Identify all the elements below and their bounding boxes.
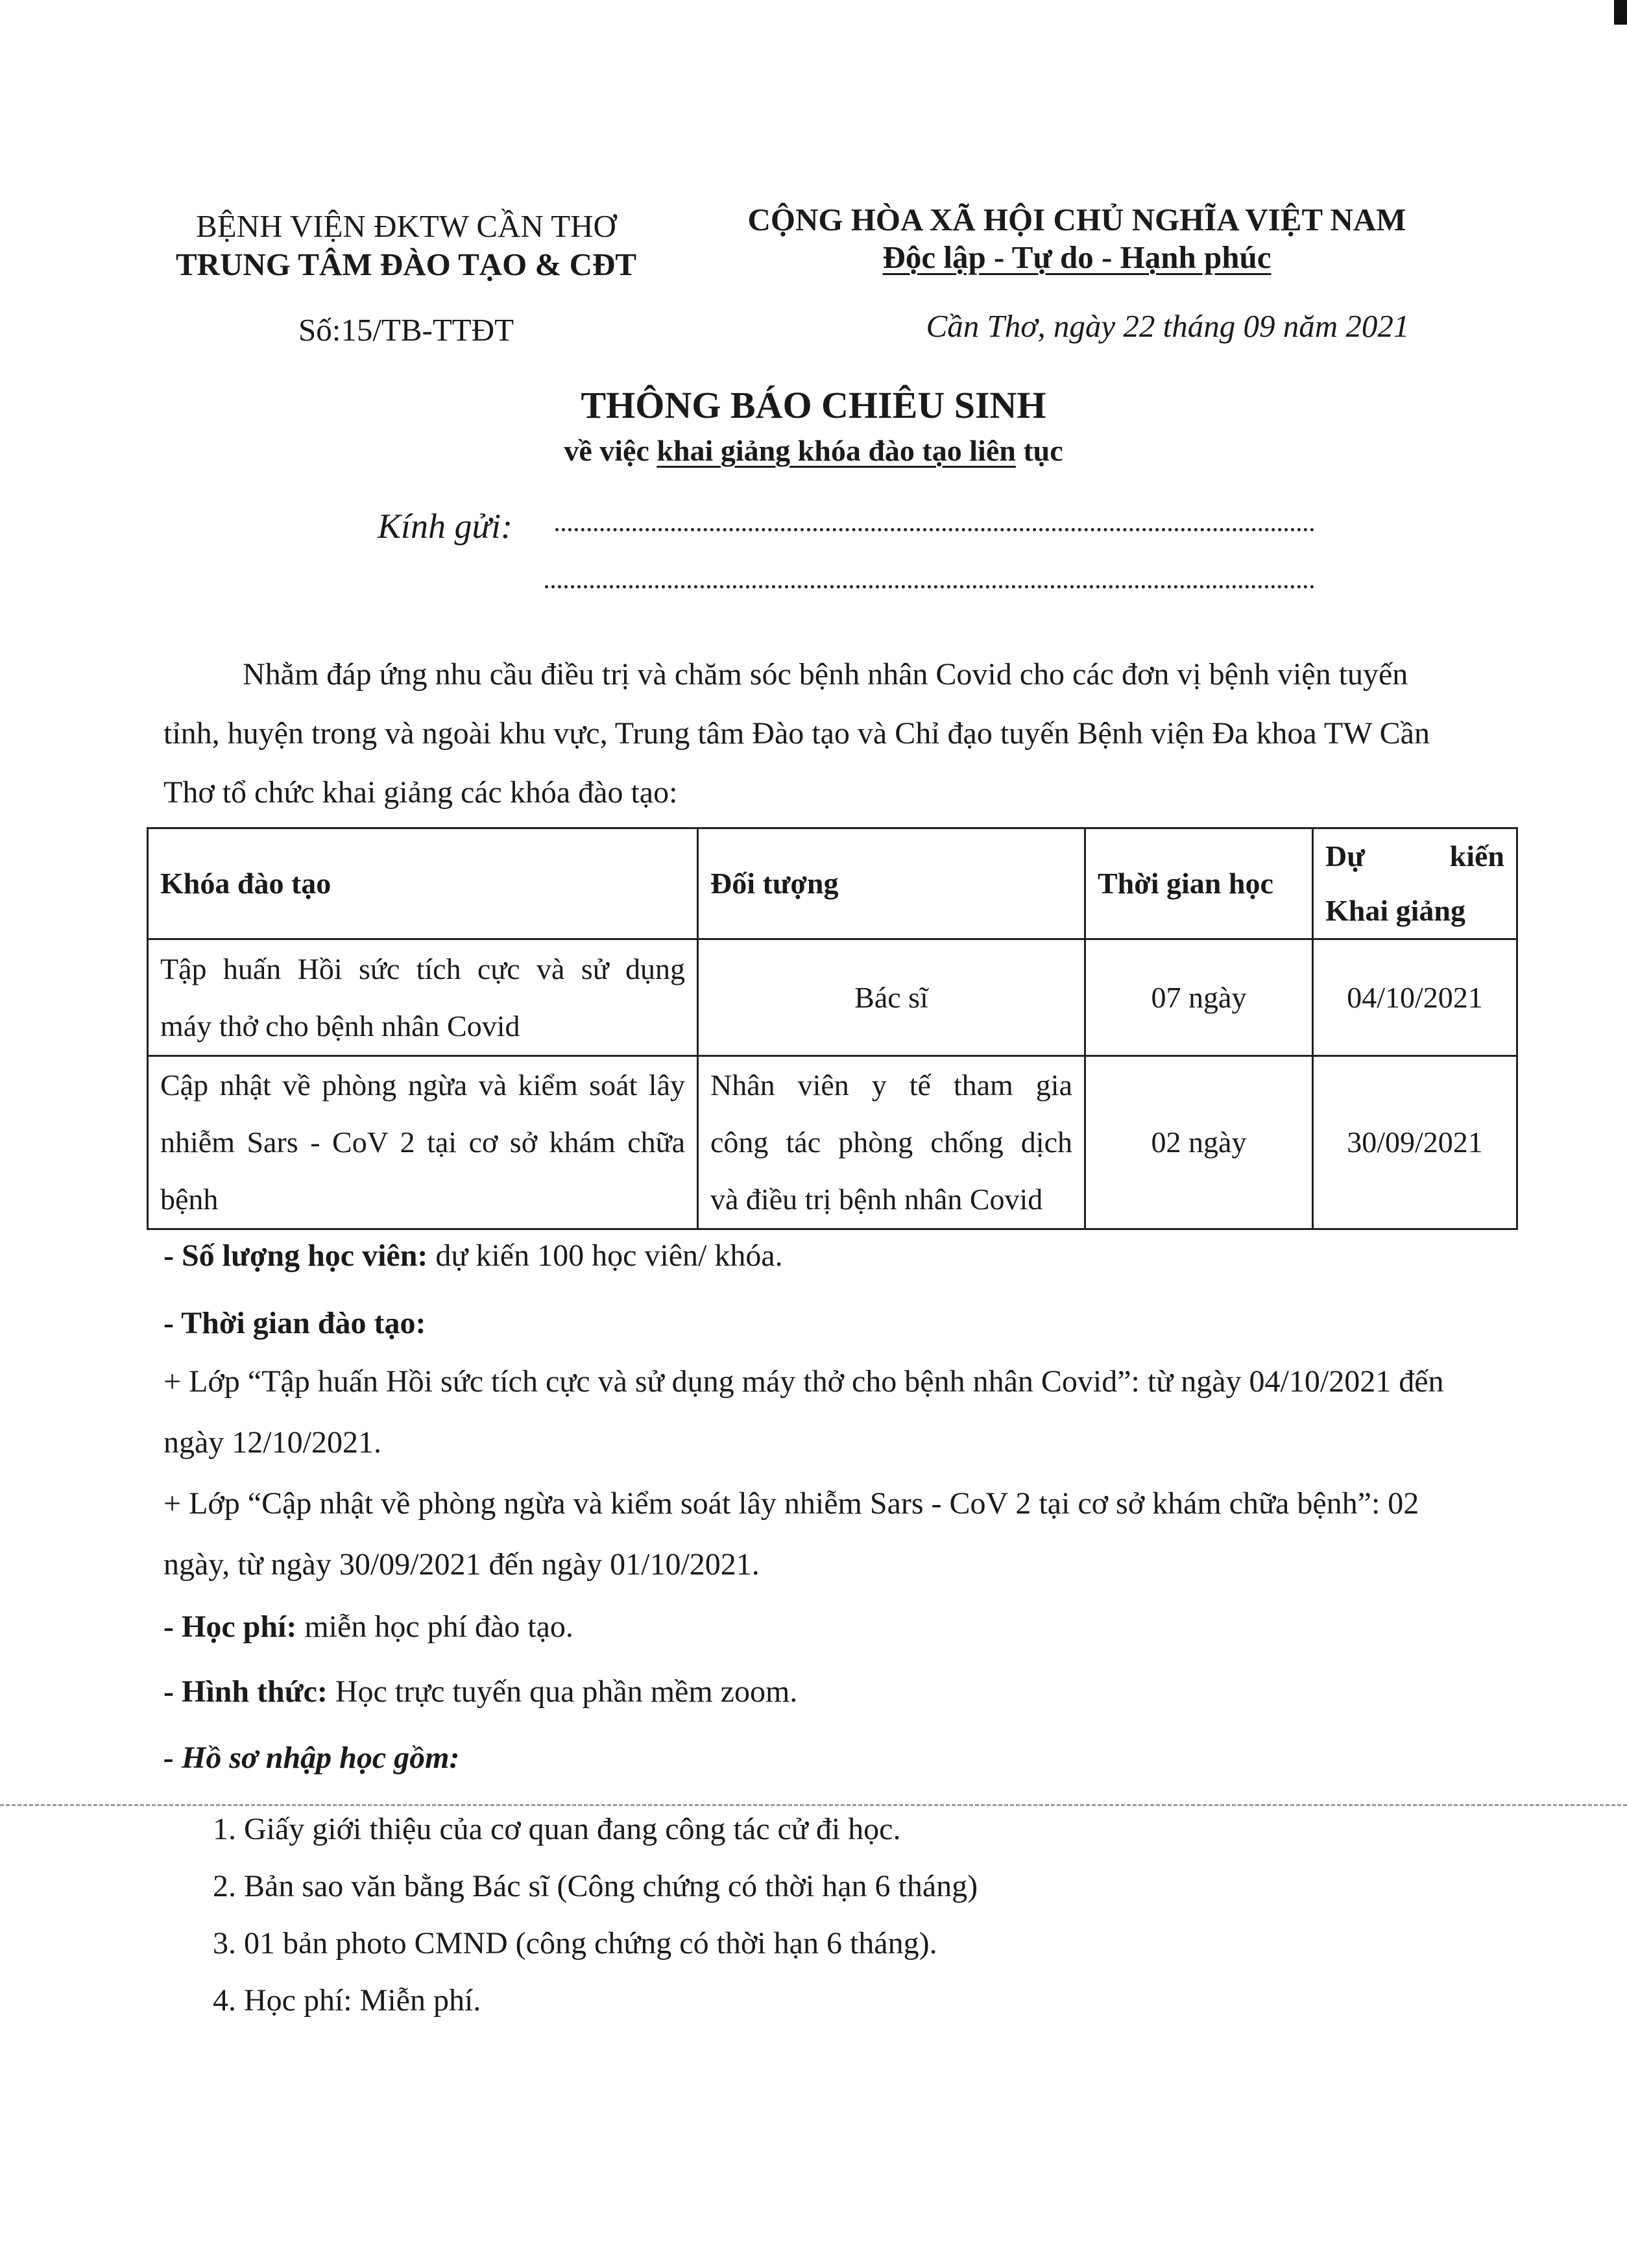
format-line [163, 1676, 797, 1707]
intro-line-2: tỉnh, huyện trong và ngoài khu vực, Trung tâm Đào tạo và Chỉ đạo tuyến Bệnh viện Đa khoa TW Cần [163, 716, 1430, 751]
list-item: 1. Giấy giới thiệu của cơ quan đang công tác cử đi học. [213, 1812, 901, 1846]
class-2-line-2: ngày, từ ngày 30/09/2021 đến ngày 01/10/2021. [163, 1547, 760, 1582]
class-2-line-1: + Lớp “Cập nhật về phòng ngừa và kiểm soát lây nhiễm Sars - CoV 2 tại cơ sở khám chữa bệnh”: 02 [163, 1486, 1419, 1521]
recipient-line-1 [555, 528, 1314, 531]
row-2-target-line-2: công tác phòng chống dịch [710, 1126, 1072, 1159]
training-time-label: - Thời gian đào tạo: [163, 1306, 426, 1340]
subtitle-suffix: tục [1015, 434, 1063, 467]
row-1-start: 04/10/2021 [1313, 939, 1517, 1056]
document-title: THÔNG BÁO CHIÊU SINH [581, 384, 1046, 426]
header-start-line-2: Khai giảng [1325, 894, 1466, 927]
header-start-line-1 [1325, 829, 1504, 884]
row-2-course-line-2: nhiễm Sars - CoV 2 tại cơ sở khám chữa [160, 1126, 685, 1159]
header-start-word-2: kiến [1449, 839, 1504, 873]
intro-line-1: Nhằm đáp ứng nhu cầu điều trị và chăm sóc bệnh nhân Covid cho các đơn vị bệnh viện tuyến [243, 657, 1408, 692]
row-1-course-line-2: máy thở cho bệnh nhân Covid [160, 1009, 520, 1043]
row-2-target [698, 1056, 1085, 1229]
documents-label: - Hồ sơ nhập học gồm: [163, 1741, 460, 1775]
header-start-date [1313, 828, 1517, 939]
class-1-line-2: ngày 12/10/2021. [163, 1425, 381, 1460]
header-course: Khóa đào tạo [148, 828, 698, 939]
department-name: TRUNG TÂM ĐÀO TẠO & CĐT [175, 247, 637, 282]
list-item: 4. Học phí: Miễn phí. [213, 1983, 481, 2018]
table-row [148, 1056, 1517, 1229]
fee-label: - Học phí: [163, 1610, 297, 1644]
subtitle-main: khai giảng khóa đào tạo liên [657, 434, 1016, 467]
header-start-word-1: Dự [1325, 839, 1365, 873]
list-item: 3. 01 bản photo CMND (công chứng có thời hạn 6 tháng). [213, 1926, 937, 1960]
row-2-target-line-1: Nhân viên y tế tham gia [710, 1068, 1072, 1102]
course-table [147, 827, 1518, 1230]
row-2-start: 30/09/2021 [1313, 1056, 1517, 1229]
country-name: CỘNG HÒA XÃ HỘI CHỦ NGHĨA VIỆT NAM [747, 202, 1406, 237]
format-label: - Hình thức: [163, 1674, 328, 1709]
intro-line-3: Thơ tổ chức khai giảng các khóa đào tạo: [163, 775, 678, 810]
document-number: Số:15/TB-TTĐT [298, 312, 514, 348]
class-1-line-1: + Lớp “Tập huấn Hồi sức tích cực và sử dụng máy thở cho bệnh nhân Covid”: từ ngày 04/10/2021 đến [163, 1364, 1444, 1399]
recipient-line-2 [545, 585, 1314, 588]
row-2-course-line-1: Cập nhật về phòng ngừa và kiểm soát lây [160, 1068, 685, 1102]
org-name: BỆNH VIỆN ĐKTW CẦN THƠ [196, 208, 616, 244]
row-2-course [148, 1056, 698, 1229]
motto: Độc lập - Tự do - Hạnh phúc [882, 239, 1271, 275]
row-1-course [148, 939, 698, 1056]
fee-line [163, 1611, 573, 1643]
row-1-duration: 07 ngày [1085, 939, 1313, 1056]
recipient-label: Kính gửi: [378, 507, 512, 546]
row-2-duration: 02 ngày [1085, 1056, 1313, 1229]
header-duration: Thời gian học [1085, 828, 1313, 939]
scan-divider [0, 1804, 1627, 1806]
format-value: Học trực tuyến qua phần mềm zoom. [327, 1674, 798, 1709]
scan-edge-mark [1614, 0, 1627, 25]
students-line [163, 1240, 783, 1272]
students-value: dự kiến 100 học viên/ khóa. [428, 1238, 783, 1273]
row-1-course-line-1: Tập huấn Hồi sức tích cực và sử dụng [160, 952, 685, 985]
motto-wrapper [714, 241, 1440, 273]
place-date: Cần Thơ, ngày 22 tháng 09 năm 2021 [926, 308, 1410, 344]
fee-value: miễn học phí đào tạo. [296, 1610, 573, 1644]
header-target: Đối tượng [698, 828, 1085, 939]
row-1-target: Bác sĩ [698, 939, 1085, 1056]
students-label: - Số lượng học viên: [163, 1238, 428, 1273]
table-header-row [148, 828, 1517, 939]
list-item: 2. Bản sao văn bằng Bác sĩ (Công chứng có thời hạn 6 tháng) [213, 1869, 978, 1903]
row-2-course-line-3: bệnh [160, 1183, 219, 1216]
table-row [148, 939, 1517, 1056]
subtitle-prefix: về việc [564, 434, 657, 467]
row-2-target-line-3: và điều trị bệnh nhân Covid [710, 1183, 1043, 1216]
document-subtitle [0, 436, 1627, 466]
